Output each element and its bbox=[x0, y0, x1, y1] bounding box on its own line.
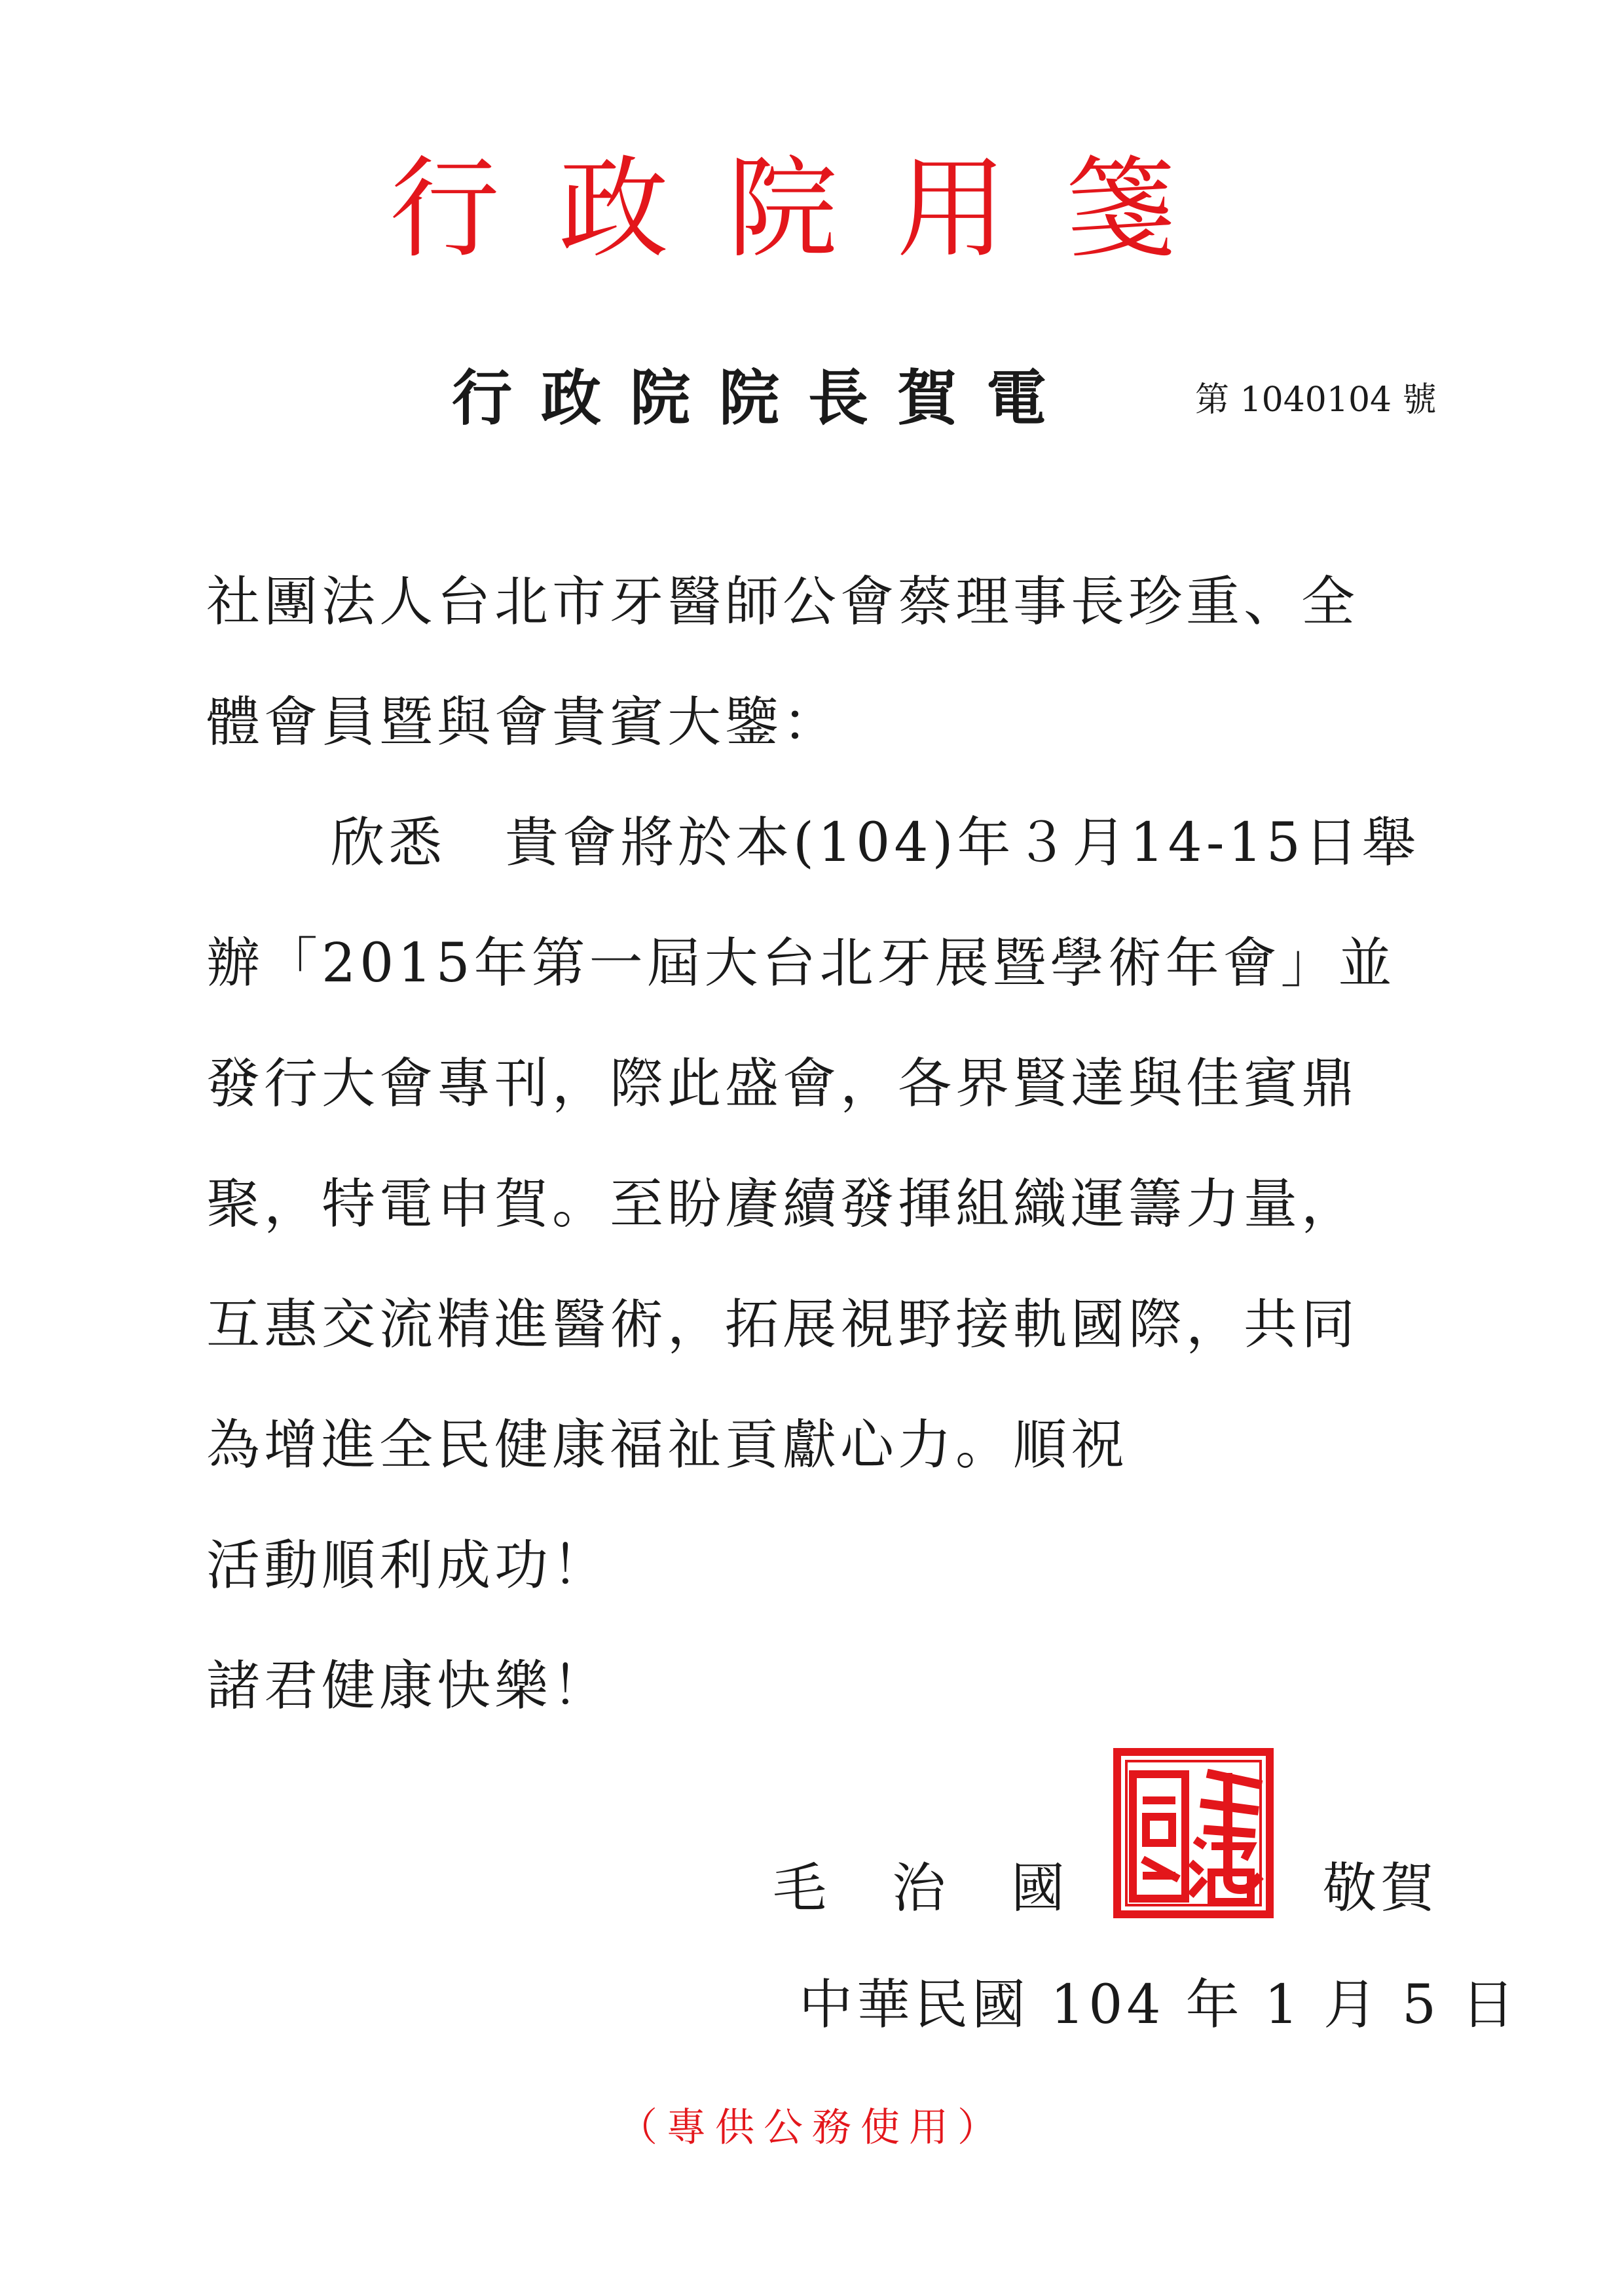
body-line: 聚，特電申賀。至盼賡續發揮組織運籌力量， bbox=[206, 1173, 1359, 1235]
signature-block bbox=[773, 1846, 1441, 1944]
body-opening: 欣悉 bbox=[331, 812, 447, 874]
heading-row bbox=[452, 359, 1075, 437]
letter-date: 中華民國 104 年 1 月 5 日 bbox=[799, 1974, 1519, 2036]
official-use-notice: （專供公務使用） bbox=[618, 2105, 1006, 2151]
salutation-line: 體會員暨與會貴賓大鑒： bbox=[206, 691, 841, 754]
body-first-line bbox=[206, 804, 1450, 924]
wish-line: 諸君健康快樂！ bbox=[206, 1655, 610, 1717]
letter-body bbox=[206, 563, 1450, 1768]
salutation-line: 社團法人台北市牙醫師公會蔡理事長珍重、全 bbox=[206, 571, 1359, 633]
document-heading: 行政院院長賀電 bbox=[452, 363, 1076, 433]
signer-name: 毛治國 bbox=[773, 1857, 1131, 1920]
wish-line: 活動順利成功！ bbox=[206, 1535, 610, 1597]
body-line: 為增進全民健康福祉貢獻心力。順祝 bbox=[206, 1414, 1129, 1476]
body-line: 發行大會專刊，際此盛會，各界賢達與佳賓鼎 bbox=[206, 1053, 1359, 1115]
body-first-line-text: 貴會將於本(104)年３月14-15日舉 bbox=[505, 812, 1420, 874]
body-line: 互惠交流精進醫術，拓展視野接軌國際，共同 bbox=[206, 1294, 1359, 1356]
official-seal-icon bbox=[1113, 1748, 1274, 1918]
closing-phrase: 敬賀 bbox=[1323, 1857, 1439, 1920]
body-line: 辦「2015年第一屆大台北牙展暨學術年會」並 bbox=[206, 932, 1396, 994]
letterhead-title: 行政院用箋 bbox=[390, 145, 1234, 273]
serial-number: 第 1040104 號 bbox=[1195, 380, 1437, 420]
